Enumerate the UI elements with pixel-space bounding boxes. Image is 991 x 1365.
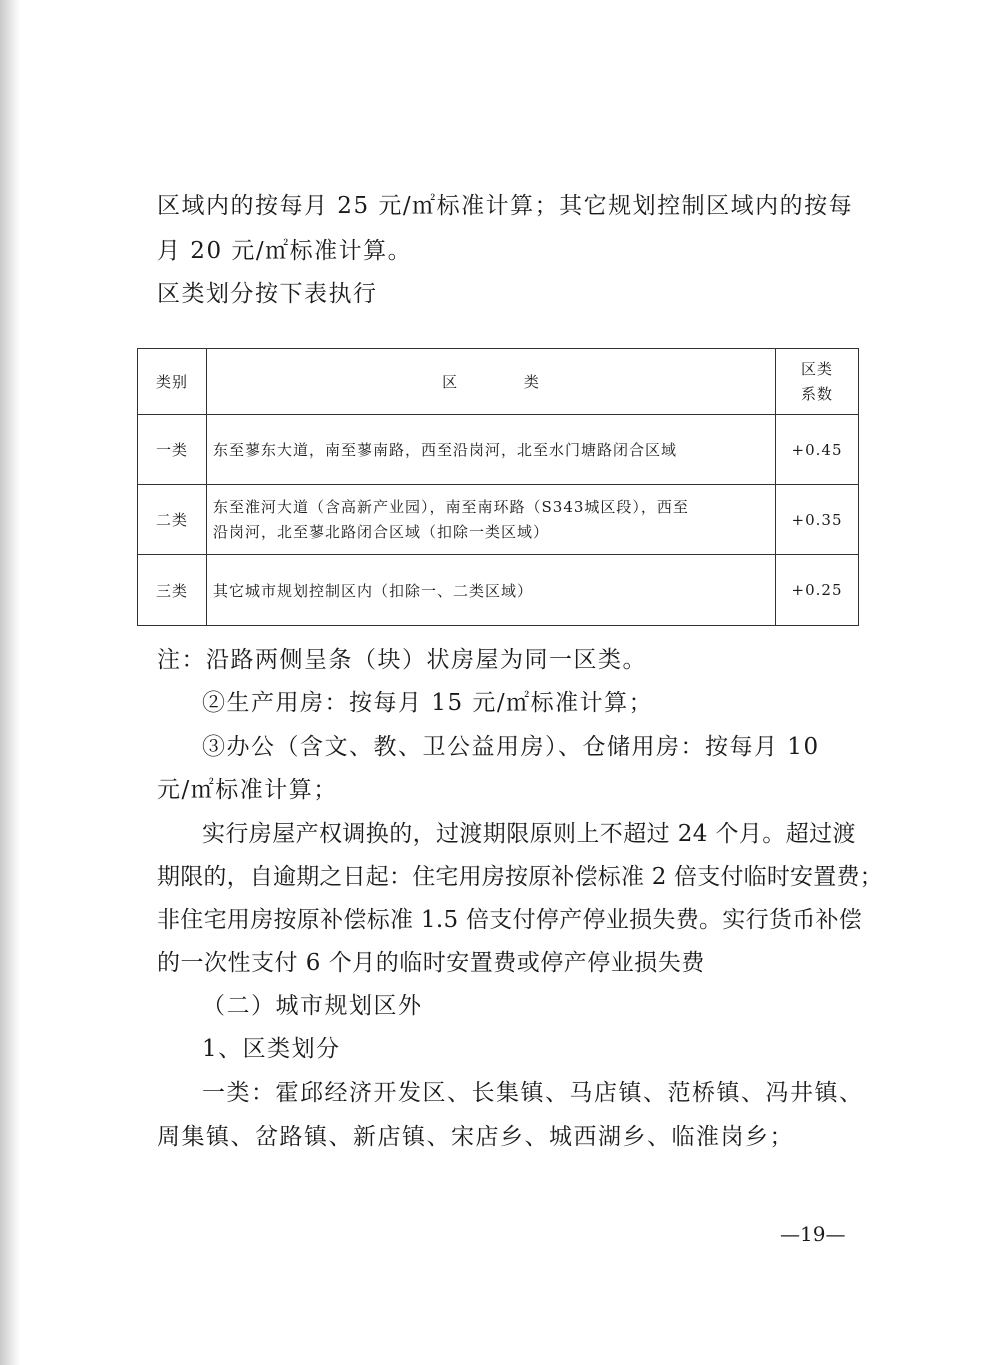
row-category: 一类 xyxy=(138,415,207,485)
row-coefficient: +0.35 xyxy=(776,485,859,555)
row-coefficient: +0.25 xyxy=(776,555,859,626)
note-1: 注：沿路两侧呈条（块）状房屋为同一区类。 xyxy=(157,647,647,673)
zone-table xyxy=(137,348,859,626)
header-coefficient xyxy=(776,349,859,415)
subsection-heading: 1、区类划分 xyxy=(202,1036,341,1062)
header-category: 类别 xyxy=(138,349,207,415)
para-1-line-1: 区域内的按每月 25 元/㎡标准计算；其它规划控制区域内的按每 xyxy=(157,193,854,219)
row-zone-line2: 沿岗河，北至蓼北路闭合区域（扣除一类区域） xyxy=(213,522,550,541)
para-2: 区类划分按下表执行 xyxy=(157,281,378,307)
zone-list-line-2: 周集镇、岔路镇、新店镇、宋店乡、城西湖乡、临淮岗乡； xyxy=(157,1124,794,1150)
note-3-line-1: ③办公（含文、教、卫公益用房）、仓储用房：按每月 10 xyxy=(202,734,820,760)
row-zone-line1: 东至淮河大道（含高新产业园），南至南环路（S343城区段），西至 xyxy=(213,497,689,516)
page-number: —19— xyxy=(780,1222,846,1246)
row-category: 三类 xyxy=(138,555,207,626)
row-zone xyxy=(207,485,776,555)
header-zone: 区 类 xyxy=(207,349,776,415)
section-heading: （二）城市规划区外 xyxy=(202,993,423,1019)
table-row xyxy=(138,415,859,485)
table-header-row xyxy=(138,349,859,415)
header-coef-line2: 系数 xyxy=(800,384,833,403)
zone-list-line-1: 一类：霍邱经济开发区、长集镇、马店镇、范桥镇、冯井镇、 xyxy=(202,1080,864,1106)
note-4-line-3: 非住宅用房按原补偿标准 1.5 倍支付停产停业损失费。实行货币补偿 xyxy=(157,907,863,933)
table-row xyxy=(138,485,859,555)
para-1-line-2: 月 20 元/㎡标准计算。 xyxy=(157,238,413,264)
note-3-line-2: 元/㎡标准计算； xyxy=(157,777,338,803)
note-4-line-2: 期限的，自逾期之日起：住宅用房按原补偿标准 2 倍支付临时安置费； xyxy=(157,864,883,890)
table-row xyxy=(138,555,859,626)
scan-edge-shadow xyxy=(0,0,20,1365)
header-coef-line1: 区类 xyxy=(800,359,833,378)
row-category: 二类 xyxy=(138,485,207,555)
row-zone: 其它城市规划控制区内（扣除一、二类区域） xyxy=(207,555,776,626)
row-zone: 东至蓼东大道，南至蓼南路，西至沿岗河，北至水门塘路闭合区域 xyxy=(207,415,776,485)
note-4-line-4: 的一次性支付 6 个月的临时安置费或停产停业损失费 xyxy=(157,950,705,976)
note-4-line-1: 实行房屋产权调换的，过渡期限原则上不超过 24 个月。超过渡 xyxy=(202,821,856,847)
note-2: ②生产用房：按每月 15 元/㎡标准计算； xyxy=(202,690,654,716)
row-coefficient: +0.45 xyxy=(776,415,859,485)
